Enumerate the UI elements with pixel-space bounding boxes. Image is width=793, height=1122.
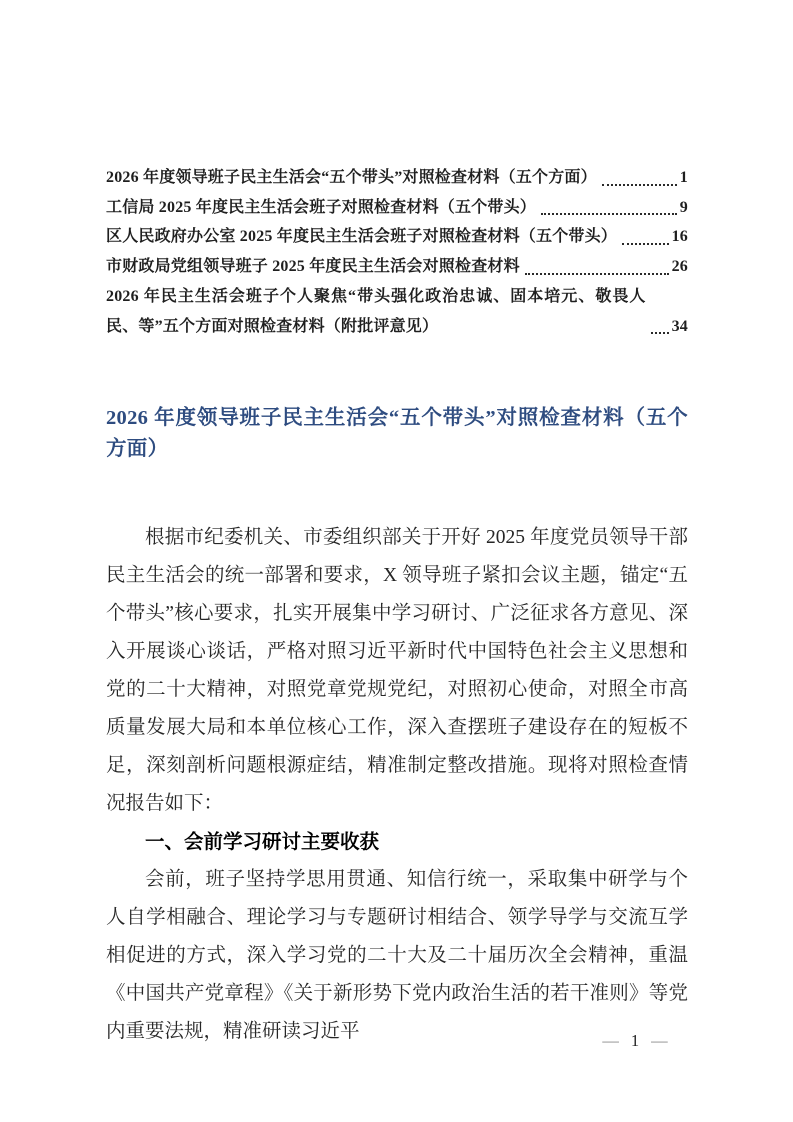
toc-entry-title: 2026 年民主生活会班子个人聚焦“带头强化政治忠诚、固本培元、敬畏人民、等”五个方面对照检查材料（附批评意见） [106,287,646,335]
toc-entry-title: 工信局 2025 年度民主生活会班子对照检查材料（五个带头） [106,198,537,216]
toc-entry[interactable] [106,193,688,223]
footer-dash-right: — [651,1031,668,1050]
toc-leader-dots [602,184,677,186]
toc-entry[interactable] [106,222,688,252]
toc-entry[interactable] [106,163,688,193]
toc-entry-title: 市财政局党组领导班子 2025 年度民主生活会对照检查材料 [106,258,520,276]
toc [106,163,688,341]
footer-page-number: 1 [630,1031,640,1050]
toc-leader-dots [651,332,669,334]
toc-leader-dots [525,273,669,275]
section-heading: 一、会前学习研讨主要收获 [145,831,380,853]
toc-page-number: 26 [671,258,688,276]
toc-entry-title: 2026 年度领导班子民主生活会“五个带头”对照检查材料（五个方面） [106,169,597,186]
toc-entry[interactable] [106,282,688,341]
toc-page-number: 9 [679,198,688,216]
toc-page-number: 1 [679,169,688,186]
document-title: 2026 年度领导班子民主生活会“五个带头”对照检查材料（五个方面） [106,407,688,460]
document-body [106,519,688,1051]
page-footer [560,1031,710,1051]
toc-entry[interactable] [106,252,688,282]
footer-dash-left: — [602,1031,619,1050]
toc-entry-title: 区人民政府办公室 2025 年度民主生活会班子对照检查材料（五个带头） [106,228,618,246]
toc-page-number: 16 [671,228,688,246]
toc-page-number: 34 [671,317,688,335]
intro-paragraph: 根据市纪委机关、市委组织部关于开好 2025 年度党员领导干部民主生活会的统一部署和要求，X 领导班子紧扣会议主题，锚定“五个带头”核心要求，扎实开展集中学习研讨、广泛征求各方意见、深入开展谈心谈话，严格对照习近平新时代中国特色社会主义思想和党的二十大精神，对照党章党规党纪，对照初心使命，对照全市高质量发展大局和本单位核心工作，深入查摆班子建设存在的短板不足，深刻剖析问题根源症结，精准制定整改措施。现将对照检查情况报告如下： [106,527,688,814]
section-paragraph: 会前，班子坚持学思用贯通、知信行统一，采取集中研学与个人自学相融合、理论学习与专题研讨相结合、领学导学与交流互学相促进的方式，深入学习党的二十大及二十届历次全会精神，重温《中国共产党章程》《关于新形势下党内政治生活的若干准则》等党内重要法规，精准研读习近平 [106,869,688,1042]
toc-leader-dots [541,213,677,215]
toc-leader-dots [622,243,669,245]
